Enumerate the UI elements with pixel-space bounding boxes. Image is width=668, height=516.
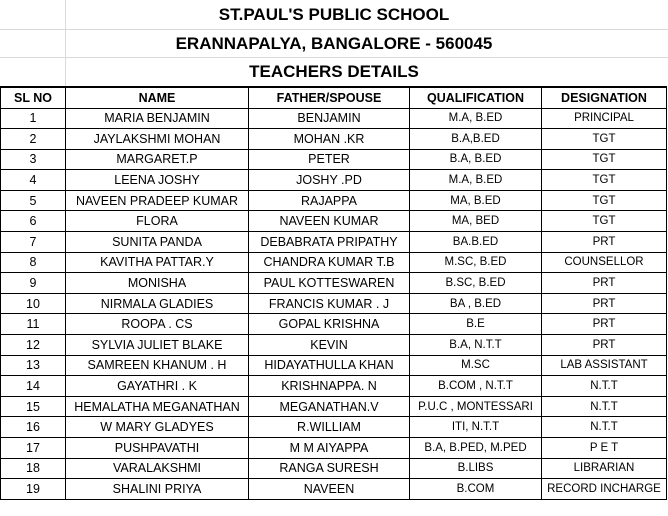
sl-no-cell[interactable]: 5: [1, 190, 66, 211]
father-spouse-cell[interactable]: RANGA SURESH: [249, 458, 410, 479]
father-spouse-cell[interactable]: DEBABRATA PRIPATHY: [249, 232, 410, 253]
table-row: [1, 396, 667, 417]
table-row: [1, 438, 667, 459]
name-cell[interactable]: SAMREEN KHANUM . H: [66, 355, 249, 376]
designation-cell[interactable]: N.T.T: [542, 396, 667, 417]
sl-no-cell[interactable]: 12: [1, 335, 66, 356]
school-name: ST.PAUL'S PUBLIC SCHOOL: [218, 5, 450, 24]
name-cell[interactable]: MARIA BENJAMIN: [66, 108, 249, 129]
qualification-cell[interactable]: B.SC, B.ED: [410, 273, 542, 294]
column-header-name[interactable]: NAME: [66, 87, 249, 108]
name-cell[interactable]: SYLVIA JULIET BLAKE: [66, 335, 249, 356]
column-header-designation[interactable]: DESIGNATION: [542, 87, 667, 108]
qualification-cell[interactable]: B.COM , N.T.T: [410, 376, 542, 397]
table-row: [1, 129, 667, 150]
table-row: [1, 149, 667, 170]
designation-cell[interactable]: TGT: [542, 170, 667, 191]
father-spouse-cell[interactable]: KEVIN: [249, 335, 410, 356]
father-spouse-cell[interactable]: HIDAYATHULLA KHAN: [249, 355, 410, 376]
name-cell[interactable]: HEMALATHA MEGANATHAN: [66, 396, 249, 417]
designation-cell[interactable]: LAB ASSISTANT: [542, 355, 667, 376]
father-spouse-cell[interactable]: GOPAL KRISHNA: [249, 314, 410, 335]
father-spouse-cell[interactable]: NAVEEN KUMAR: [249, 211, 410, 232]
name-cell[interactable]: GAYATHRI . K: [66, 376, 249, 397]
name-cell[interactable]: W MARY GLADYES: [66, 417, 249, 438]
name-cell[interactable]: SUNITA PANDA: [66, 232, 249, 253]
sl-no-cell[interactable]: 18: [1, 458, 66, 479]
qualification-cell[interactable]: B.A, B.ED: [410, 149, 542, 170]
table-row: [1, 170, 667, 191]
father-spouse-cell[interactable]: CHANDRA KUMAR T.B: [249, 252, 410, 273]
sl-no-cell[interactable]: 8: [1, 252, 66, 273]
qualification-cell[interactable]: B.LIBS: [410, 458, 542, 479]
name-cell[interactable]: SHALINI PRIYA: [66, 479, 249, 500]
name-cell[interactable]: JAYLAKSHMI MOHAN: [66, 129, 249, 150]
designation-cell[interactable]: RECORD INCHARGE: [542, 479, 667, 500]
father-spouse-cell[interactable]: RAJAPPA: [249, 190, 410, 211]
table-row: [1, 314, 667, 335]
table-row: [1, 355, 667, 376]
designation-cell[interactable]: PRT: [542, 293, 667, 314]
qualification-cell[interactable]: ITI, N.T.T: [410, 417, 542, 438]
school-address: ERANNAPALYA, BANGALORE - 560045: [175, 34, 493, 53]
qualification-cell[interactable]: MA, BED: [410, 211, 542, 232]
sl-no-cell[interactable]: 13: [1, 355, 66, 376]
qualification-cell[interactable]: B.A,B.ED: [410, 129, 542, 150]
table-header-row: [1, 87, 667, 108]
column-header-father-spouse[interactable]: FATHER/SPOUSE: [249, 87, 410, 108]
designation-cell[interactable]: P E T: [542, 438, 667, 459]
father-spouse-cell[interactable]: FRANCIS KUMAR . J: [249, 293, 410, 314]
designation-cell[interactable]: PRT: [542, 335, 667, 356]
sl-no-cell[interactable]: 10: [1, 293, 66, 314]
name-cell[interactable]: PUSHPAVATHI: [66, 438, 249, 459]
name-cell[interactable]: NIRMALA GLADIES: [66, 293, 249, 314]
sl-no-cell[interactable]: 1: [1, 108, 66, 129]
sl-no-cell[interactable]: 14: [1, 376, 66, 397]
qualification-cell[interactable]: MA, B.ED: [410, 190, 542, 211]
qualification-cell[interactable]: BA , B.ED: [410, 293, 542, 314]
designation-cell[interactable]: N.T.T: [542, 376, 667, 397]
teachers-table: [0, 86, 667, 500]
father-spouse-cell[interactable]: KRISHNAPPA. N: [249, 376, 410, 397]
table-row: [1, 335, 667, 356]
designation-cell[interactable]: TGT: [542, 190, 667, 211]
sl-no-cell[interactable]: 9: [1, 273, 66, 294]
name-cell[interactable]: ROOPA . CS: [66, 314, 249, 335]
father-spouse-cell[interactable]: JOSHY .PD: [249, 170, 410, 191]
section-title: TEACHERS DETAILS: [249, 62, 419, 81]
table-row: [1, 232, 667, 253]
sl-no-cell[interactable]: 2: [1, 129, 66, 150]
designation-cell[interactable]: TGT: [542, 211, 667, 232]
qualification-cell[interactable]: P.U.C , MONTESSARI: [410, 396, 542, 417]
sl-no-cell[interactable]: 6: [1, 211, 66, 232]
designation-cell[interactable]: TGT: [542, 149, 667, 170]
column-header-sl-no[interactable]: SL NO: [1, 87, 66, 108]
gridline: [0, 29, 668, 30]
name-cell[interactable]: LEENA JOSHY: [66, 170, 249, 191]
father-spouse-cell[interactable]: MEGANATHAN.V: [249, 396, 410, 417]
name-cell[interactable]: MARGARET.P: [66, 149, 249, 170]
designation-cell[interactable]: LIBRARIAN: [542, 458, 667, 479]
designation-cell[interactable]: TGT: [542, 129, 667, 150]
column-header-qualification[interactable]: QUALIFICATION: [410, 87, 542, 108]
table-row: [1, 417, 667, 438]
father-spouse-cell[interactable]: R.WILLIAM: [249, 417, 410, 438]
table-row: [1, 458, 667, 479]
table-body: [1, 108, 667, 499]
table-row: [1, 108, 667, 129]
sl-no-cell[interactable]: 15: [1, 396, 66, 417]
sl-no-cell[interactable]: 3: [1, 149, 66, 170]
designation-cell[interactable]: N.T.T: [542, 417, 667, 438]
father-spouse-cell[interactable]: PAUL KOTTESWAREN: [249, 273, 410, 294]
name-cell[interactable]: FLORA: [66, 211, 249, 232]
father-spouse-cell[interactable]: M M AIYAPPA: [249, 438, 410, 459]
table-row: [1, 252, 667, 273]
qualification-cell[interactable]: M.SC, B.ED: [410, 252, 542, 273]
name-cell[interactable]: KAVITHA PATTAR.Y: [66, 252, 249, 273]
sl-no-cell[interactable]: 4: [1, 170, 66, 191]
sl-no-cell[interactable]: 17: [1, 438, 66, 459]
name-cell[interactable]: NAVEEN PRADEEP KUMAR: [66, 190, 249, 211]
table-row: [1, 211, 667, 232]
name-cell[interactable]: MONISHA: [66, 273, 249, 294]
designation-cell[interactable]: COUNSELLOR: [542, 252, 667, 273]
table-row: [1, 190, 667, 211]
qualification-cell[interactable]: B.A, N.T.T: [410, 335, 542, 356]
qualification-cell[interactable]: M.SC: [410, 355, 542, 376]
designation-cell[interactable]: PRINCIPAL: [542, 108, 667, 129]
designation-cell[interactable]: PRT: [542, 273, 667, 294]
gridline: [0, 57, 668, 58]
sl-no-cell[interactable]: 11: [1, 314, 66, 335]
table-row: [1, 293, 667, 314]
qualification-cell[interactable]: B.COM: [410, 479, 542, 500]
table-row: [1, 273, 667, 294]
qualification-cell[interactable]: M.A, B.ED: [410, 108, 542, 129]
father-spouse-cell[interactable]: PETER: [249, 149, 410, 170]
table-row: [1, 376, 667, 397]
name-cell[interactable]: VARALAKSHMI: [66, 458, 249, 479]
father-spouse-cell[interactable]: NAVEEN: [249, 479, 410, 500]
father-spouse-cell[interactable]: BENJAMIN: [249, 108, 410, 129]
father-spouse-cell[interactable]: MOHAN .KR: [249, 129, 410, 150]
qualification-cell[interactable]: B.A, B.PED, M.PED: [410, 438, 542, 459]
qualification-cell[interactable]: B.E: [410, 314, 542, 335]
sl-no-cell[interactable]: 16: [1, 417, 66, 438]
table-row: [1, 479, 667, 500]
qualification-cell[interactable]: BA.B.ED: [410, 232, 542, 253]
designation-cell[interactable]: PRT: [542, 232, 667, 253]
sl-no-cell[interactable]: 7: [1, 232, 66, 253]
qualification-cell[interactable]: M.A, B.ED: [410, 170, 542, 191]
sl-no-cell[interactable]: 19: [1, 479, 66, 500]
designation-cell[interactable]: PRT: [542, 314, 667, 335]
